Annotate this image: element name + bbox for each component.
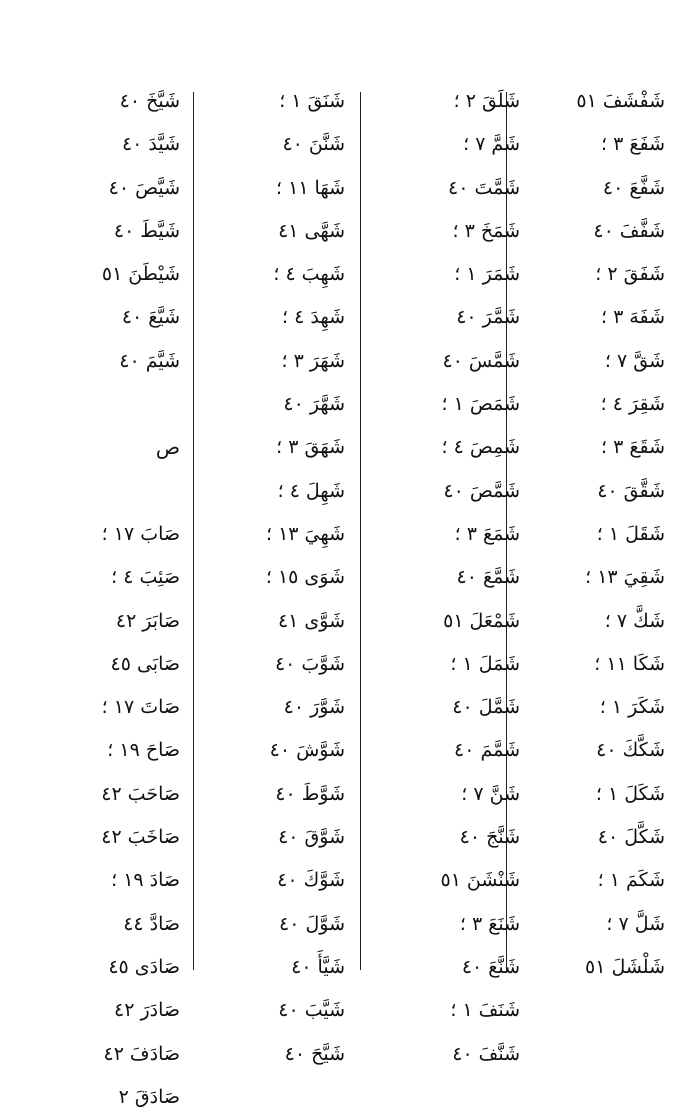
- entry-reference: ٣ ؛: [281, 349, 304, 372]
- index-entry: [205, 686, 355, 729]
- index-entry: [545, 903, 675, 946]
- index-entry: [40, 903, 190, 946]
- entry-reference: ١٧ ؛: [101, 522, 135, 545]
- entry-reference: ٤٠: [602, 176, 624, 199]
- entry-reference: ٤٠: [452, 696, 473, 719]
- entry-word: صَادَرَ: [140, 999, 180, 1022]
- index-entry: [40, 773, 190, 816]
- entry-reference: ٤١: [277, 609, 299, 632]
- entry-word: شَنَفَ: [478, 999, 520, 1022]
- entry-reference: ٤٠: [283, 393, 304, 416]
- entry-reference: ٤٠: [121, 306, 143, 329]
- index-entry: [380, 600, 530, 643]
- entry-word: شَهَّرَ: [309, 393, 345, 416]
- entry-word: شَقَعَ: [629, 436, 665, 459]
- entry-word: شَنَّ: [489, 782, 520, 805]
- entry-reference: ٤٢: [115, 609, 137, 632]
- index-entry: [40, 167, 190, 210]
- entry-reference: ٤٠: [108, 176, 130, 199]
- entry-word: شَيْطَنَ: [128, 263, 180, 286]
- entry-word: شَهِيَ: [304, 522, 345, 545]
- entry-reference: ٥١: [576, 90, 597, 112]
- entry-reference: ٤ ؛: [441, 436, 464, 459]
- index-entry: [40, 426, 190, 469]
- index-entry: [205, 470, 355, 513]
- index-entry: [380, 513, 530, 556]
- entry-word: شَقَّ: [633, 349, 665, 372]
- entry-word: صَادَى: [134, 955, 180, 978]
- entry-reference: ٤٢: [103, 1042, 124, 1065]
- index-entry: [205, 600, 355, 643]
- entry-reference: ٤٠: [278, 999, 299, 1022]
- entry-reference: ٤٠: [278, 826, 299, 849]
- entry-reference: ١ ؛: [599, 696, 623, 719]
- entry-reference: ١ ؛: [450, 652, 473, 675]
- index-entry: [205, 253, 355, 296]
- entry-word: صَابَى: [136, 652, 180, 675]
- index-column-3: [205, 80, 355, 1076]
- index-entry: [545, 729, 675, 772]
- entry-word: شَنَّعَ: [488, 955, 520, 978]
- index-entry: [40, 470, 190, 513]
- entry-word: شَقَلَ: [625, 522, 665, 545]
- index-column-2: [380, 80, 530, 1076]
- index-entry: [545, 253, 675, 296]
- index-entry: [40, 296, 190, 339]
- index-entry: [545, 643, 675, 686]
- entry-word: شَيَّعَ: [148, 306, 180, 329]
- index-entry: [380, 859, 530, 902]
- index-entry: [380, 340, 530, 383]
- index-entry: [205, 773, 355, 816]
- entry-reference: ٤ ؛: [277, 479, 300, 502]
- entry-word: شَكَرَ: [628, 696, 665, 719]
- index-entry: [545, 513, 675, 556]
- entry-word: صَاحَبَ: [127, 782, 180, 805]
- entry-word: شَنَقَ: [307, 90, 345, 112]
- index-entry: [380, 686, 530, 729]
- entry-reference: ٤٠: [269, 739, 291, 762]
- entry-reference: ١ ؛: [441, 393, 464, 416]
- index-entry: [40, 989, 190, 1032]
- entry-reference: ٤٢: [101, 782, 122, 805]
- index-entry: [40, 816, 190, 859]
- entry-word: شَنَّجَ: [486, 826, 520, 849]
- entry-reference: ٤٠: [443, 479, 464, 502]
- entry-reference: ٤٠: [275, 782, 296, 805]
- entry-word: شَنَّفَ: [478, 1042, 520, 1065]
- index-entry: [40, 513, 190, 556]
- entry-word: صَادَقَ: [134, 1085, 180, 1108]
- entry-reference: ٤٠: [282, 133, 303, 156]
- entry-reference: ١ ؛: [279, 90, 302, 112]
- index-entry: [40, 1076, 190, 1119]
- entry-word: شَفَّفَ: [619, 219, 665, 242]
- entry-reference: ٤٠: [597, 479, 618, 502]
- entry-reference: ٤٠: [277, 869, 298, 892]
- index-entry: [40, 210, 190, 253]
- index-entry: [380, 989, 530, 1032]
- entry-reference: ١٥ ؛: [265, 566, 299, 589]
- entry-word: شَمَعَ: [482, 522, 520, 545]
- entry-word: شَوَّكَ: [303, 869, 345, 892]
- column-divider: [193, 92, 194, 970]
- entry-reference: ٤٤: [123, 912, 144, 935]
- index-entry: [40, 340, 190, 383]
- entry-reference: ١٩ ؛: [107, 739, 140, 762]
- entry-reference: ٣ ؛: [601, 436, 624, 459]
- index-entry: [380, 167, 530, 210]
- entry-reference: ٧ ؛: [463, 133, 486, 156]
- index-entry: [40, 80, 190, 123]
- entry-word: صَادَفَ: [129, 1042, 180, 1065]
- entry-word: شَمَّسَ: [468, 349, 520, 372]
- index-entry: [205, 729, 355, 772]
- entry-word: شَمَّ: [491, 133, 520, 156]
- entry-word: شَنْشَنَ: [466, 869, 520, 892]
- entry-reference: ١ ؛: [596, 522, 620, 545]
- entry-word: شَيَّخَ: [146, 90, 180, 112]
- index-entry: [545, 340, 675, 383]
- index-entry: [40, 253, 190, 296]
- index-entry: [545, 686, 675, 729]
- index-column-4: [40, 80, 190, 1119]
- index-entry: [205, 643, 355, 686]
- entry-reference: ٧ ؛: [604, 609, 628, 632]
- entry-reference: ٤٠: [593, 219, 614, 242]
- index-entry: [205, 816, 355, 859]
- entry-reference: ٢: [118, 1085, 129, 1108]
- entry-word: شَقِرَ: [628, 393, 665, 416]
- entry-word: شَيَّأَ: [317, 955, 345, 978]
- entry-word: شَفَّعَ: [629, 176, 665, 199]
- entry-reference: ٧ ؛: [606, 912, 629, 935]
- index-entry: [545, 210, 675, 253]
- entry-word: شَهَرَ: [309, 349, 345, 372]
- index-entry: [205, 210, 355, 253]
- index-entry: [205, 859, 355, 902]
- entry-word: شَمَّعَ: [482, 566, 520, 589]
- entry-word: شَهَّى: [304, 219, 345, 242]
- index-entry: [205, 383, 355, 426]
- entry-word: شَيَّبَ: [304, 999, 345, 1022]
- entry-reference: ٣ ؛: [276, 436, 299, 459]
- entry-reference: ٤٠: [113, 219, 135, 242]
- entry-word: شَفَعَ: [629, 133, 665, 156]
- entry-word: صَاحَ: [145, 739, 180, 762]
- index-entry: [40, 600, 190, 643]
- entry-reference: ٤٠: [596, 739, 617, 762]
- entry-reference: ٥١: [101, 263, 123, 286]
- entry-word: شَكَا: [632, 652, 665, 675]
- index-entry: [380, 470, 530, 513]
- index-entry: [205, 989, 355, 1032]
- index-entry: [380, 210, 530, 253]
- entry-word: صَاخَبَ: [127, 826, 180, 849]
- entry-word: شَمَلَ: [478, 652, 520, 675]
- entry-word: ص: [155, 435, 180, 460]
- entry-word: شَكَّلَ: [624, 826, 665, 849]
- entry-reference: ٤ ؛: [273, 263, 296, 286]
- index-entry: [205, 340, 355, 383]
- index-entry: [40, 946, 190, 989]
- entry-word: صَادَ: [149, 869, 180, 892]
- index-entry: [380, 426, 530, 469]
- index-entry: [205, 123, 355, 166]
- entry-word: شَفَهَ: [629, 306, 665, 329]
- entry-word: شَيَّطَ: [140, 219, 180, 242]
- entry-word: شَهِلَ: [305, 479, 345, 502]
- index-entry: [40, 859, 190, 902]
- entry-word: شَلَّ: [634, 912, 665, 935]
- entry-reference: ٤٢: [114, 999, 135, 1022]
- index-entry: [40, 556, 190, 599]
- entry-word: شَوَّشَ: [296, 739, 345, 762]
- entry-reference: ٤ ؛: [282, 306, 305, 329]
- entry-reference: ٣ ؛: [601, 133, 624, 156]
- entry-word: شَنَعَ: [488, 912, 520, 935]
- entry-reference: ٤ ؛: [111, 566, 134, 589]
- entry-word: شَوَّطَ: [301, 782, 345, 805]
- index-entry: [380, 556, 530, 599]
- index-entry: [545, 296, 675, 339]
- entry-word: شَمَرَ: [482, 263, 520, 286]
- entry-reference: ٤٠: [119, 90, 141, 112]
- index-entry: [380, 729, 530, 772]
- entry-reference: ١١ ؛: [594, 652, 627, 675]
- index-entry: [205, 513, 355, 556]
- entry-reference: ١٣ ؛: [265, 522, 299, 545]
- entry-reference: ٤٢: [101, 826, 122, 849]
- index-entry: [545, 383, 675, 426]
- entry-reference: ٤١: [278, 219, 299, 242]
- entry-word: شَهَا: [314, 176, 345, 199]
- entry-reference: ٤٥: [108, 955, 129, 978]
- index-entry: [40, 643, 190, 686]
- entry-reference: ٣ ؛: [600, 306, 624, 329]
- entry-reference: ٤٠: [456, 566, 477, 589]
- entry-reference: ٥١: [585, 955, 606, 978]
- index-entry: [380, 253, 530, 296]
- index-entry: [545, 470, 675, 513]
- entry-word: شَكَّكَ: [622, 739, 665, 762]
- entry-word: شَوَّبَ: [301, 652, 345, 675]
- entry-word: شَوَّلَ: [305, 912, 345, 935]
- entry-word: شَفْشَفَ: [602, 90, 665, 112]
- entry-word: شَهَقَ: [304, 436, 345, 459]
- entry-word: شَلَقَ: [481, 90, 520, 112]
- entry-word: شَهِدَ: [310, 306, 345, 329]
- entry-reference: ١٧ ؛: [101, 696, 135, 719]
- entry-word: شَيَّحَ: [311, 1042, 345, 1065]
- index-entry: [205, 167, 355, 210]
- index-entry: [205, 903, 355, 946]
- entry-word: شَيَّمَ: [145, 349, 180, 372]
- entry-word: صَابَ: [140, 522, 180, 545]
- index-entry: [545, 426, 675, 469]
- entry-reference: ٤٠: [459, 826, 481, 849]
- entry-word: شَكَلَ: [624, 782, 665, 805]
- index-entry: [545, 123, 675, 166]
- entry-word: صَابَرَ: [142, 609, 180, 632]
- entry-word: شَوَّرَ: [310, 696, 345, 719]
- index-entry: [40, 729, 190, 772]
- index-entry: [380, 80, 530, 123]
- entry-reference: ٧ ؛: [604, 349, 628, 372]
- entry-word: شَمَصَ: [469, 393, 520, 416]
- column-divider: [360, 92, 361, 970]
- entry-reference: ٤٠: [597, 826, 619, 849]
- entry-word: شَوَى: [304, 566, 345, 589]
- index-entry: [205, 80, 355, 123]
- index-entry: [545, 946, 675, 989]
- index-entry: [205, 556, 355, 599]
- index-entry: [380, 643, 530, 686]
- entry-word: شَوَّى: [304, 609, 345, 632]
- index-entry: [40, 123, 190, 166]
- index-entry: [380, 946, 530, 989]
- index-entry: [545, 80, 675, 123]
- entry-reference: ٤٠: [456, 306, 477, 329]
- entry-reference: ١٣ ؛: [585, 566, 618, 589]
- entry-reference: ٤٥: [110, 652, 131, 675]
- index-entry: [380, 383, 530, 426]
- index-entry: [380, 296, 530, 339]
- entry-word: شَكَمَ: [625, 869, 665, 892]
- index-entry: [205, 426, 355, 469]
- index-entry: [205, 1033, 355, 1076]
- entry-reference: ٤٠: [274, 652, 296, 675]
- entry-word: شَمَّرَ: [482, 306, 520, 329]
- index-entry: [545, 556, 675, 599]
- entry-word: شَكَّ: [633, 609, 665, 632]
- entry-reference: ١ ؛: [450, 999, 473, 1022]
- entry-reference: ١ ؛: [597, 869, 620, 892]
- entry-word: شَيَّدَ: [148, 133, 180, 156]
- entry-reference: ٤٠: [461, 955, 483, 978]
- entry-reference: ٤ ؛: [600, 393, 623, 416]
- entry-word: شَمِصَ: [469, 436, 520, 459]
- entry-reference: ٤٠: [283, 696, 305, 719]
- entry-word: شَقَّقَ: [623, 479, 665, 502]
- index-entry: [545, 816, 675, 859]
- entry-word: شَمَّتَ: [474, 176, 520, 199]
- entry-word: شَمْعَلَ: [469, 609, 520, 632]
- entry-word: شَقِيَ: [623, 566, 665, 589]
- entry-reference: ٤٠: [121, 133, 143, 156]
- entry-reference: ٤٠: [291, 955, 312, 978]
- index-entry: [545, 600, 675, 643]
- entry-word: شَمَّمَ: [480, 739, 520, 762]
- index-entry: [380, 1033, 530, 1076]
- index-entry: [545, 859, 675, 902]
- index-entry: [40, 1033, 190, 1076]
- index-entry: [205, 946, 355, 989]
- entry-word: شَلْشَلَ: [611, 955, 665, 978]
- index-entry: [205, 296, 355, 339]
- entry-reference: ١ ؛: [454, 263, 477, 286]
- index-entry: [40, 383, 190, 426]
- entry-reference: ١٩ ؛: [111, 869, 144, 892]
- entry-reference: ٤٠: [442, 349, 463, 372]
- entry-word: شَمَخَ: [480, 219, 520, 242]
- entry-word: شَنَّنَ: [308, 133, 345, 156]
- index-entry: [545, 773, 675, 816]
- entry-reference: ١١ ؛: [276, 176, 309, 199]
- entry-reference: ٥١: [443, 609, 464, 632]
- entry-word: شَهِبَ: [301, 263, 345, 286]
- entry-reference: ٤٠: [452, 1042, 473, 1065]
- entry-reference: ٤٠: [454, 739, 475, 762]
- index-entry: [380, 123, 530, 166]
- entry-word: صَئِبَ: [139, 566, 180, 589]
- entry-reference: ٥١: [440, 869, 461, 892]
- entry-reference: ٤٠: [279, 912, 300, 935]
- entry-reference: ٤٠: [119, 349, 140, 372]
- entry-word: صَاتَ: [140, 696, 180, 719]
- entry-word: شَيَّصَ: [135, 176, 180, 199]
- entry-word: شَمَّلَ: [478, 696, 520, 719]
- index-entry: [380, 773, 530, 816]
- index-column-1: [545, 80, 675, 989]
- entry-word: شَمَّصَ: [469, 479, 520, 502]
- entry-reference: ٢ ؛: [453, 90, 476, 112]
- entry-reference: ٣ ؛: [459, 912, 483, 935]
- entry-reference: ٧ ؛: [461, 782, 484, 805]
- entry-reference: ٣ ؛: [452, 219, 475, 242]
- entry-word: شَفَقَ: [623, 263, 665, 286]
- entry-reference: ٣ ؛: [454, 522, 477, 545]
- entry-reference: ٤٠: [448, 176, 469, 199]
- entry-word: صَادَّ: [149, 912, 180, 935]
- index-entry: [545, 167, 675, 210]
- index-entry: [380, 816, 530, 859]
- entry-word: شَوَّقَ: [304, 826, 345, 849]
- entry-reference: ٢ ؛: [595, 263, 618, 286]
- entry-reference: ٤٠: [284, 1042, 306, 1065]
- index-entry: [40, 686, 190, 729]
- index-entry: [380, 903, 530, 946]
- entry-reference: ١ ؛: [595, 782, 619, 805]
